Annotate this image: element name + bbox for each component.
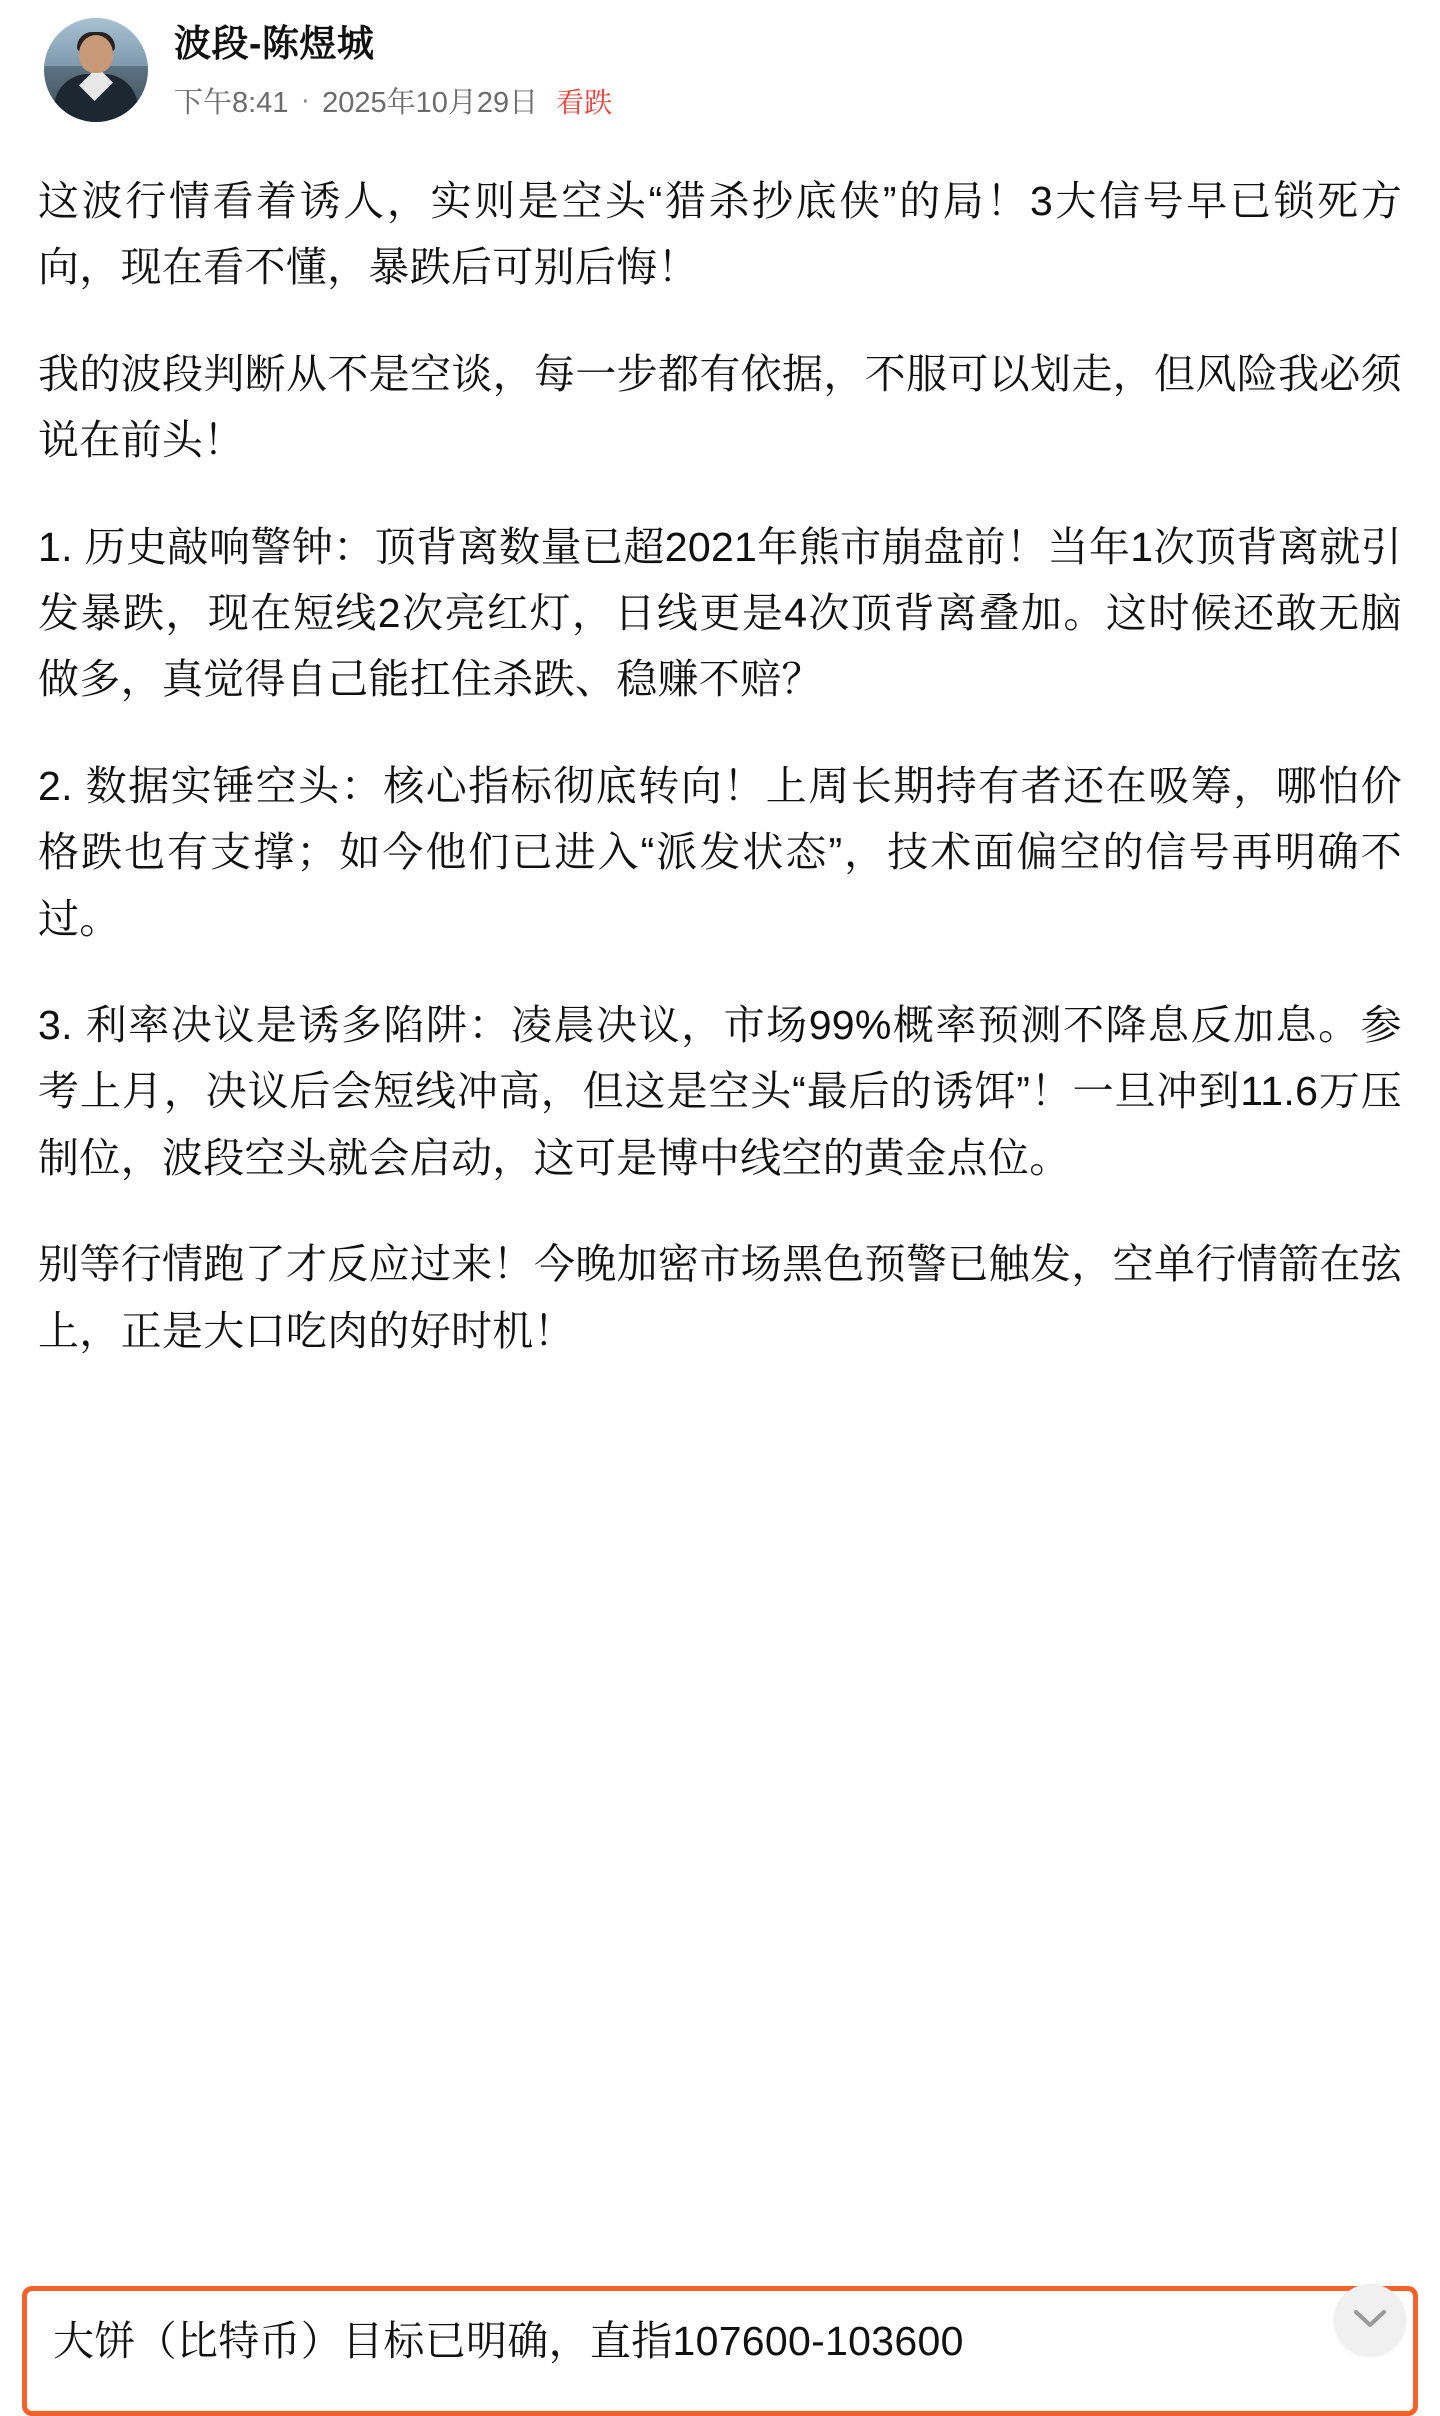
header-text-block [174,14,612,121]
paragraph: 2. 数据实锤空头：核心指标彻底转向！上周长期持有者还在吸筹，哪怕价格跌也有支撑；如今他们已进入“派发状态”，技术面偏空的信号再明确不过。 [38,762,1402,942]
paragraph: 这波行情看着诱人，实则是空头“猎杀抄底侠”的局！3大信号早已锁死方向，现在看不懂，暴跌后可别后悔！ [38,178,1402,291]
post-content [0,150,1440,1364]
highlighted-quote-text: 大饼（比特币）目标已明确，直指107600-103600 [53,2318,964,2364]
avatar-head [79,35,113,73]
avatar[interactable] [44,18,148,122]
status-badge: 看跌 [556,86,613,118]
chevron-down-icon [1353,2309,1387,2331]
meta-separator: · [300,84,311,117]
post-meta [174,80,612,121]
post-date: 2025年10月29日 [322,87,539,120]
paragraph: 1. 历史敲响警钟：顶背离数量已超2021年熊市崩盘前！当年1次顶背离就引发暴跌，现在短线2次亮红灯，日线更是4次顶背离叠加。这时候还敢无脑做多，真觉得自己能扛住杀跌、稳赚不赔？ [38,523,1402,703]
post-header [0,0,1440,150]
author-name[interactable]: 波段-陈煜城 [174,23,375,64]
paragraph: 3. 利率决议是诱多陷阱：凌晨决议，市场99%概率预测不降息反加息。参考上月，决议后会短线冲高，但这是空头“最后的诱饵”！一旦冲到11.6万压制位，波段空头就会启动，这可是博中线空的黄金点位。 [38,1002,1402,1181]
highlighted-quote-box [22,2286,1418,2416]
paragraph: 我的波段判断从不是空谈，每一步都有依据，不服可以划走，但风险我必须说在前头！ [38,350,1402,464]
post-time: 下午8:41 [174,87,289,120]
expand-button[interactable] [1334,2284,1406,2356]
paragraph: 别等行情跑了才反应过来！今晚加密市场黑色预警已触发，空单行情箭在弦上，正是大口吃肉的好时机！ [38,1241,1402,1354]
